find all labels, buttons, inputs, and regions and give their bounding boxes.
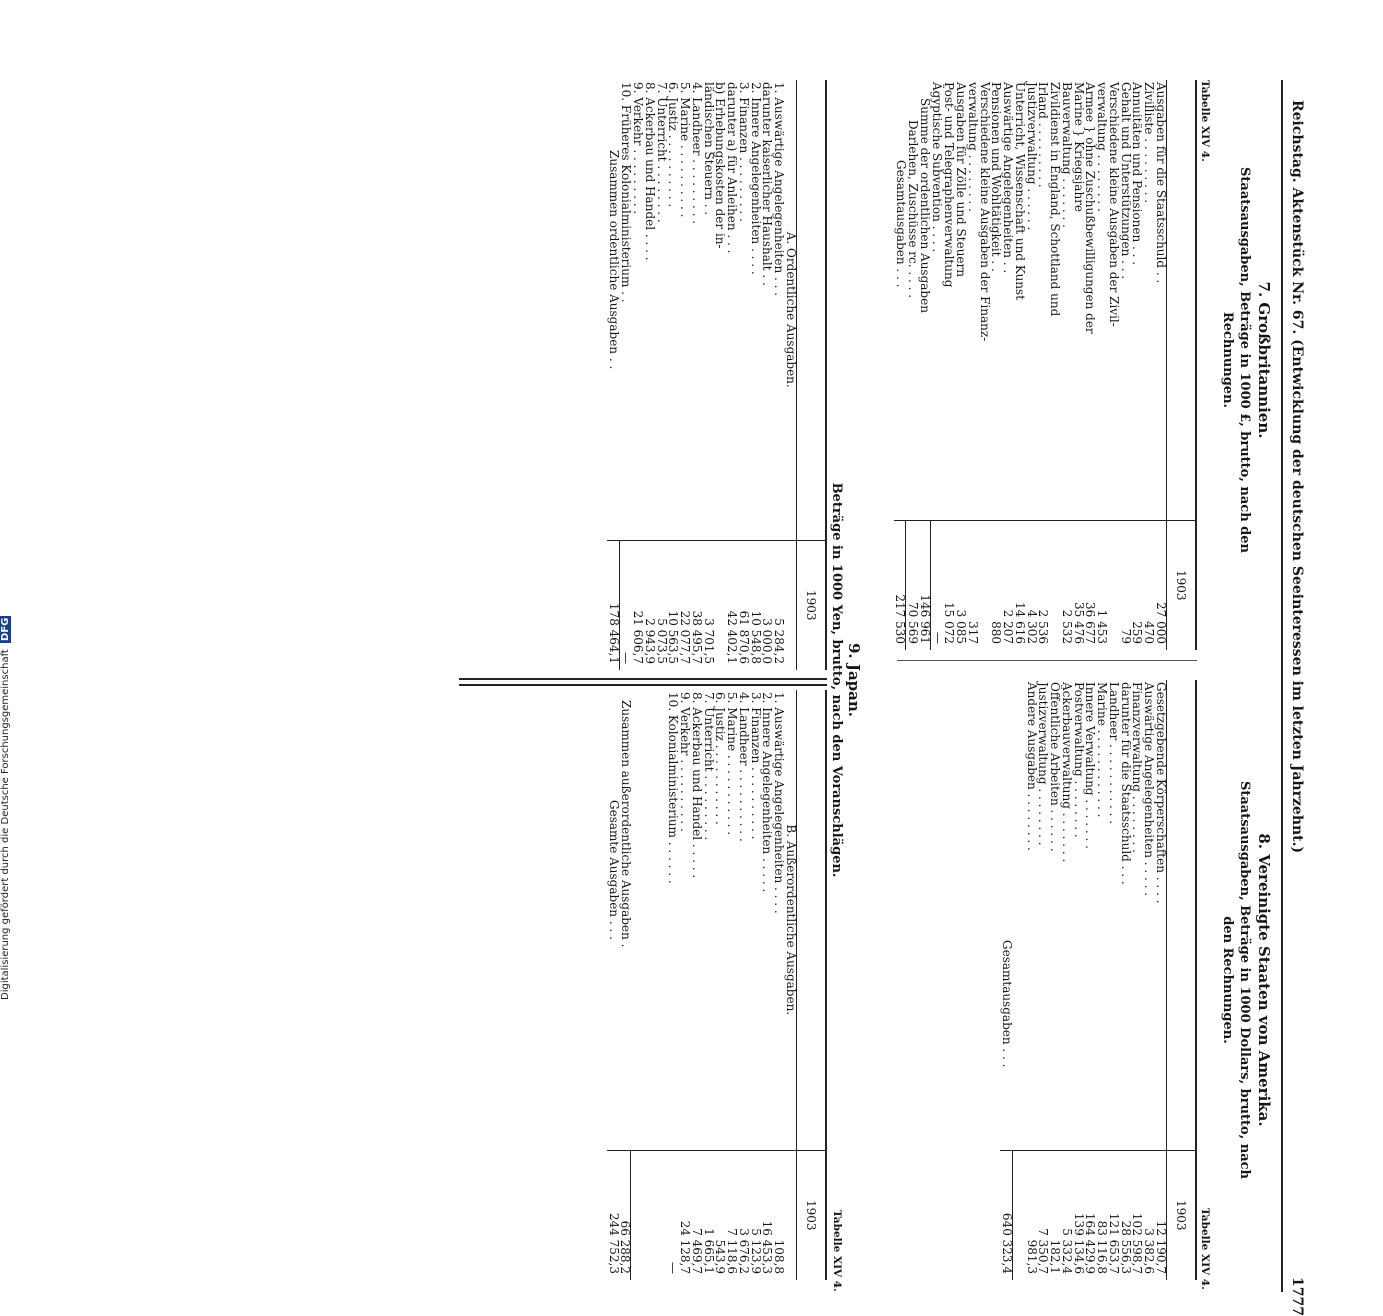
double-divider-right (459, 684, 827, 686)
double-divider-left (459, 678, 827, 680)
row-label: 7. Unterricht . . . . . . . . . (701, 692, 716, 841)
table-row (1096, 80, 1108, 650)
table-row (784, 80, 796, 670)
row-value: 880 (990, 520, 1002, 650)
row-label (643, 690, 655, 1150)
row-label (1013, 680, 1025, 1150)
table-9-heading (828, 70, 863, 1290)
row-label: 5. Marine . . . . . . . . . . . (725, 692, 740, 836)
table-row (726, 690, 738, 1280)
table-row (966, 80, 978, 650)
row-value: 3 676,2 (737, 1150, 749, 1280)
row-label (631, 690, 643, 1150)
row-label: 6. Justiz . . . . . . . . . . . (713, 692, 728, 825)
row-label: 4. Landheer . . . . . . . . . . (737, 692, 751, 842)
table-row (737, 80, 749, 670)
row-label: Auswärtige Angelegenheiten . . . . . (1142, 682, 1157, 897)
table-9-ordinary (607, 80, 827, 670)
table-row (726, 80, 738, 670)
table-row (931, 80, 943, 650)
table-row (607, 690, 619, 1280)
row-value: 178 464,1 (607, 540, 619, 670)
row-value: 61 870,6 (737, 540, 749, 670)
row-value: 38 495,7 (690, 540, 702, 670)
row-value: 15 072 (943, 520, 955, 650)
row-value: 3 701,5 (702, 540, 714, 670)
row-value (1107, 520, 1119, 650)
table-row (679, 690, 691, 1280)
row-value: 317 (966, 520, 978, 650)
row-label: Post- und Telegraphenverwaltung (942, 82, 957, 288)
table-row (1096, 680, 1108, 1280)
table-row (690, 690, 702, 1280)
table-row (1049, 80, 1061, 650)
row-value: 640 323,4 (1001, 1150, 1013, 1280)
row-value: 10 548,8 (749, 540, 761, 670)
row-value (631, 1150, 643, 1280)
table-row (632, 80, 644, 670)
table-8 (1001, 680, 1198, 1280)
section-heading: B. Außerordentliche Ausgaben. (784, 824, 798, 1016)
row-label: Auswärtige Angelegenheiten . . (1001, 82, 1016, 274)
row-label: verwaltung . . . . . . . . (966, 82, 980, 212)
row-label: Zivildienst in England, Schottland und (1048, 82, 1063, 317)
row-value: 12 190,7 (1154, 1150, 1166, 1280)
table-8-title: 8. Vereinigte Staaten von Amerika. (1255, 833, 1273, 1127)
row-value: 5 073,5 (655, 540, 667, 670)
row-label: Ägyptische Subvention . . . . (930, 82, 945, 253)
row-label: Unterricht, Wissenschaft und Kunst (1013, 82, 1027, 301)
table-row (1143, 80, 1155, 650)
row-value: 5 284,2 (773, 540, 785, 670)
column-divider (897, 660, 1197, 661)
row-value: 21 606,7 (632, 540, 644, 670)
row-label: Ausgaben für die Staatsschuld . . (1154, 82, 1168, 284)
table-7-tab: Tabelle XIV 4. (1199, 80, 1211, 162)
row-value: 164 429,9 (1084, 1150, 1096, 1280)
row-label: Bauverwaltung . . . . . . . (1060, 82, 1074, 228)
table-row (619, 80, 631, 670)
row-value: 22 077,7 (679, 540, 691, 670)
row-label: Verschiedene kleine Ausgaben der Finanz- (977, 82, 992, 342)
credit-text: Digitalisierung gefördert durch die Deutsche Forschungsgemeinschaft (0, 649, 11, 1000)
row-label: verwaltung . . . . . . . . (1095, 82, 1110, 212)
row-label: Gesamtausgaben . . . (893, 160, 908, 288)
table-8-label-header (1167, 680, 1197, 1150)
row-value: 7 118,6 (726, 1150, 738, 1280)
table-9-year: 1903 (797, 540, 827, 670)
table-7-subtitle: Staatsausgaben, Beträge in 1000 £, brutto, nach den Rechnungen. (1220, 167, 1252, 553)
row-label: 9. Verkehr . . . . . . . . . . (678, 692, 693, 832)
row-value: 470 (1143, 520, 1155, 650)
row-label: b) Erhebungskosten der in- (713, 82, 728, 249)
row-value: 2 207 (1002, 520, 1014, 650)
table-9-title: 9. Japan. (845, 642, 863, 718)
table-9b-year: 1903 (797, 1150, 827, 1280)
row-label: Armee } ohne Zuschußbewilligungen der (1083, 82, 1098, 334)
row-label: Postverwaltung . . . . . . . . (1071, 682, 1086, 838)
row-value: 3 000,0 (761, 540, 773, 670)
table-7 (894, 80, 1197, 650)
row-value: 2 532 (1060, 520, 1072, 650)
row-label: Annuitäten und Pensionen . . . (1130, 82, 1145, 266)
row-label: Innere Verwaltung . . . . . . . (1083, 682, 1098, 849)
table-row (773, 80, 785, 670)
table-row (1001, 680, 1013, 1280)
table-row (619, 690, 631, 1280)
table-row (784, 690, 796, 1280)
table-row (894, 80, 906, 650)
row-value: 1 453 (1096, 520, 1108, 650)
row-label: 3. Finanzen . . . . . . . . . . (748, 692, 763, 840)
row-value: 543,9 (714, 1150, 726, 1280)
row-value: 182,1 (1049, 1150, 1061, 1280)
table-row (1013, 680, 1025, 1280)
row-label: Gesamtausgaben . . . (1000, 940, 1015, 1068)
row-value: 24 128,7 (679, 1150, 691, 1280)
table-row (1060, 80, 1072, 650)
table-row (737, 690, 749, 1280)
table-row (655, 690, 667, 1280)
row-value: 244 752,3 (607, 1150, 619, 1280)
row-label: Justizverwaltung . . . . . . . . (1036, 682, 1051, 846)
row-value: 5 123,9 (749, 1150, 761, 1280)
table-row (1002, 80, 1014, 650)
table-9-tab: Tabelle XIV 4. (831, 1210, 843, 1292)
row-label: Marine . . . . . . . . . . . . (1095, 682, 1110, 818)
row-label: Zusammen ordentliche Ausgaben . . (607, 150, 621, 370)
row-value: 36 677 (1084, 520, 1096, 650)
row-value: 121 653,7 (1107, 1150, 1119, 1280)
table-row (631, 690, 643, 1280)
row-value: 7 469,7 (690, 1150, 702, 1280)
table-row (1154, 680, 1166, 1280)
section-heading: A. Ordentliche Ausgaben. (784, 231, 798, 388)
table-8-tab: Tabelle XIV 4. (1199, 1208, 1211, 1290)
row-value: 35 476 (1072, 520, 1084, 650)
row-value: 10 563,5 (667, 540, 679, 670)
table-row (679, 80, 691, 670)
row-value: 7 350,7 (1037, 1150, 1049, 1280)
empty-cell (784, 540, 796, 670)
table-row (1025, 680, 1037, 1280)
row-value: 79 (1119, 520, 1131, 650)
table-row (1049, 680, 1061, 1280)
row-label (655, 690, 667, 1150)
row-label: 10. Kolonialministerium . . . . . . (666, 692, 681, 884)
table-row (943, 80, 955, 650)
table-9b-label-header (797, 690, 827, 1150)
digitization-credit (0, 616, 11, 1000)
row-value: 3 382,6 (1143, 1150, 1155, 1280)
table-row (690, 80, 702, 670)
row-label: 3. Finanzen . . . . . . . . . (737, 82, 751, 222)
header-rule (1281, 80, 1283, 1292)
table-8-subtitle: Staatsausgaben, Beträge in 1000 Dollars, brutto, nach den Rechnungen. (1220, 780, 1252, 1179)
dfg-logo: DFG (0, 617, 11, 641)
table-row (1013, 80, 1025, 650)
row-label: Gesetzgebende Körperschaften . . . . (1154, 682, 1168, 904)
row-label: 8. Ackerbau und Handel . . . . . (690, 692, 704, 879)
table-7-title: 7. Großbritannien. (1255, 281, 1273, 439)
row-label: 1. Auswärtige Angelegenheiten . . . (772, 82, 787, 297)
row-label: Ackerbauverwaltung . . . . . . . (1060, 682, 1074, 863)
row-value: 102 598,7 (1131, 1150, 1143, 1280)
table-row (643, 690, 655, 1280)
row-value: — (619, 540, 631, 670)
row-value (1013, 1150, 1025, 1280)
row-value: 146 961 (918, 520, 930, 650)
table-7-heading (1219, 70, 1273, 650)
table-7-label-header (1167, 80, 1197, 520)
table-8-year: 1903 (1167, 1150, 1197, 1280)
row-label: ländischen Steuern . . (701, 82, 716, 216)
row-value: — (931, 520, 943, 650)
row-label: 5. Marine . . . . . . . . . . (678, 82, 693, 218)
row-label: Summe der ordentlichen Ausgaben (918, 98, 933, 313)
page-header: Reichstag. Aktenstück Nr. 67. (Entwicklung der deutschen Seeinteressen im letzten Jahrzehnt.) (1289, 100, 1305, 854)
row-value: 70 569 (906, 520, 918, 650)
row-label: 1. Auswärtige Angelegenheiten . . . . (772, 692, 787, 914)
table-row (1154, 80, 1166, 650)
row-label: 6. Justiz . . . . . . . . . . (666, 82, 681, 208)
row-label: 7. Unterricht . . . . . . . . (654, 82, 669, 223)
row-value (655, 1150, 667, 1280)
table-9-label-header (797, 80, 827, 540)
table-9-extraordinary (607, 690, 827, 1280)
table-8-heading (1219, 680, 1273, 1280)
row-value: 981,3 (1025, 1150, 1037, 1280)
row-value: 217 530 (894, 520, 906, 650)
row-label: 2. Innere Angelegenheiten . . . . . (760, 692, 775, 893)
row-value: 27 000 (1154, 520, 1166, 650)
page-number: 1777 (1289, 1277, 1305, 1316)
row-label: Marine } Kriegsjahre (1071, 82, 1086, 213)
table-7-year: 1903 (1167, 520, 1197, 650)
row-value: 108,8 (773, 1150, 785, 1280)
row-label: Landheer . . . . . . . . . . . (1107, 682, 1121, 825)
row-value (643, 1150, 655, 1280)
table-row (773, 690, 785, 1280)
row-value: 1 665,1 (702, 1150, 714, 1280)
row-label: Zivilliste . . . . . . . . . (1142, 82, 1157, 204)
row-label: 8. Ackerbau und Handel . . . . (643, 82, 657, 261)
row-label: darunter für die Staatsschuld . . . (1118, 682, 1133, 885)
row-label: 2. Innere Angelegenheiten . . . . (748, 82, 763, 275)
table-row (1107, 80, 1119, 650)
row-value: 16 453,3 (761, 1150, 773, 1280)
row-value (1049, 520, 1061, 650)
row-value: 4 302 (1025, 520, 1037, 650)
row-value: 83 116,8 (1096, 1150, 1108, 1280)
row-label: Gesamte Ausgaben . . . (606, 800, 621, 940)
row-value: 28 556,3 (1119, 1150, 1131, 1280)
table-row (918, 80, 930, 650)
rotated-page (69, 70, 1309, 1316)
empty-cell (784, 1150, 796, 1280)
table-row (1107, 680, 1119, 1280)
row-label: Zusammen außerordentliche Ausgaben . (618, 700, 633, 948)
row-label: Pensionen und Wohltätigkeit . . (989, 82, 1004, 272)
row-label: darunter kaiserlicher Haushalt . . (760, 82, 775, 286)
table-9-subtitle: Beträge in 1000 Yen, brutto, nach den Voranschlägen. (829, 482, 844, 878)
row-label: 4. Landheer . . . . . . . . . (690, 82, 704, 225)
row-label: Finanzverwaltung . . . . . . . . (1130, 682, 1145, 853)
table-row (667, 690, 679, 1280)
row-value: 139 134,6 (1072, 1150, 1084, 1280)
row-value: — (667, 1150, 679, 1280)
row-label: Andere Ausgaben . . . . . . . . (1024, 682, 1039, 851)
table-row (643, 80, 655, 670)
row-label: Öffentliche Arbeiten . . . . . . (1048, 682, 1063, 852)
row-value: 42 402,1 (726, 540, 738, 670)
row-value: 66 288,2 (619, 1150, 631, 1280)
row-value: 2 943,9 (643, 540, 655, 670)
row-label: Justizverwaltung . . . . . . (1024, 82, 1039, 231)
row-label: Ausgaben für Zölle und Steuern (954, 82, 969, 277)
row-label: Darlehen, Zuschüsse rc. . . . . (906, 120, 920, 299)
table-row (906, 80, 918, 650)
row-value: 14 616 (1013, 520, 1025, 650)
row-label: Gehalt und Unterstützungen . . . (1118, 82, 1133, 280)
table-row (1060, 680, 1072, 1280)
row-value: 5 332,4 (1060, 1150, 1072, 1280)
row-label: 9. Verkehr . . . . . . . . . (631, 82, 646, 215)
table-row (955, 80, 967, 650)
row-label: Verschiedene kleine Ausgaben der Zivil- (1107, 82, 1121, 327)
row-value: 2 536 (1037, 520, 1049, 650)
row-value: 3 085 (955, 520, 967, 650)
row-label: 10. Früheres Kolonialministerium . . (619, 82, 634, 303)
table-row (1143, 680, 1155, 1280)
table-row (607, 80, 619, 670)
row-value: 259 (1131, 520, 1143, 650)
row-label: Irland . . . . . . . . . (1036, 82, 1051, 188)
row-label: darunter a) für Anleihen . . . (725, 82, 740, 254)
